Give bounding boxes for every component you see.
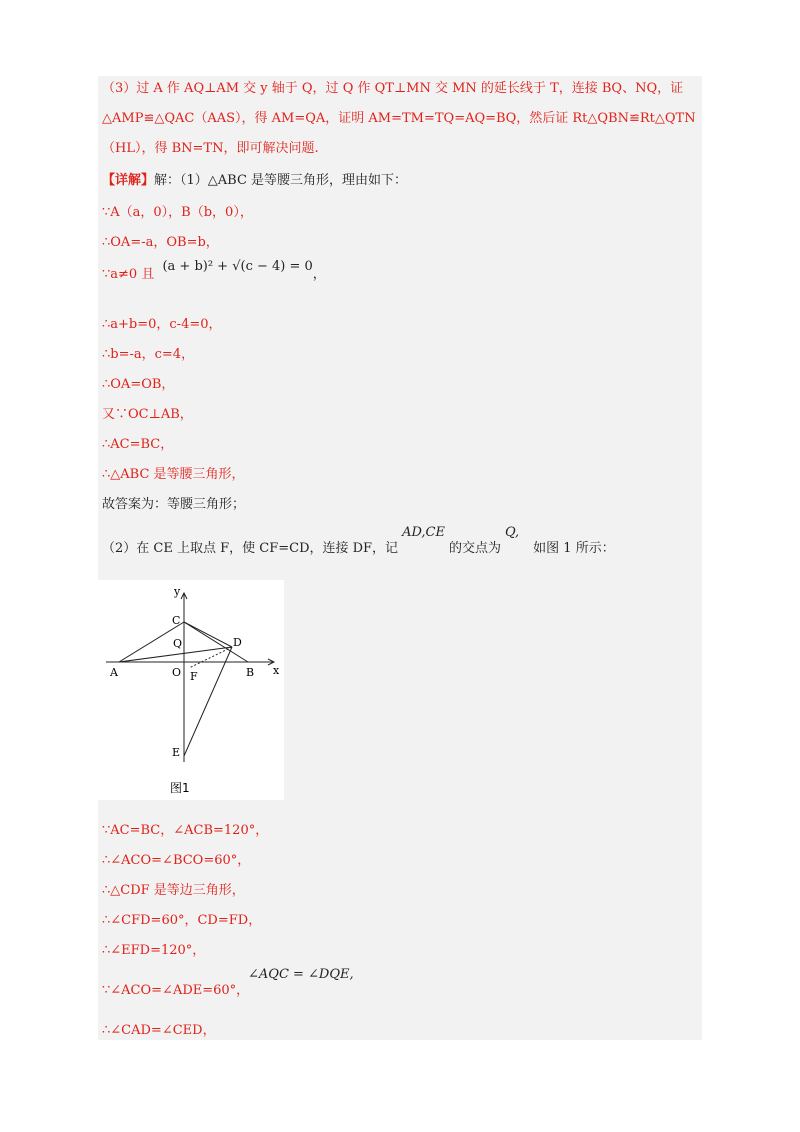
label-x: x — [273, 664, 280, 677]
label-f: F — [190, 670, 198, 683]
proof-s7: ∴∠CAD=∠CED， — [102, 1023, 216, 1038]
label-e: E — [172, 746, 181, 759]
step-8: ∴△ABC 是等腰三角形， — [102, 467, 245, 482]
part3-line3: （HL），得 BN=TN，即可解决问题. — [102, 141, 319, 156]
label-d: D — [233, 636, 242, 649]
step-6: 又∵OC⊥AB， — [102, 407, 193, 422]
figure-caption: 图1 — [170, 781, 190, 795]
part2-expr2: Q, — [505, 525, 520, 540]
label-y: y — [174, 585, 181, 598]
label-b: B — [246, 666, 255, 679]
proof-s6: ∵∠ACO=∠ADE=60°， — [102, 983, 250, 998]
step-4: ∴b=-a，c=4， — [102, 347, 195, 362]
part2-line — [102, 525, 615, 558]
proof-s4: ∴∠CFD=60°，CD=FD， — [102, 913, 262, 928]
step-1: ∵A（a，0），B（b，0）， — [102, 205, 253, 220]
proof-s3: ∴△CDF 是等边三角形， — [102, 883, 245, 898]
condition-suffix: ， — [312, 267, 326, 282]
condition-prefix: ∵a≠0 且 — [102, 267, 155, 282]
part2-text-c: 如图 1 所示： — [533, 541, 615, 556]
part2-text-a: （2）在 CE 上取点 F，使 CF=CD，连接 DF，记 — [102, 541, 399, 556]
proof-s5: ∴∠EFD=120°， — [102, 943, 206, 958]
label-c: C — [172, 614, 181, 627]
detail-bracket-label: 【详解】 — [102, 173, 155, 188]
label-a: A — [110, 666, 118, 679]
label-o: O — [172, 666, 182, 679]
part3-line1: （3）过 A 作 AQ⊥AM 交 y 轴于 Q，过 Q 作 QT⊥MN 交 MN 的延长线于 T，连接 BQ、NQ，证 — [102, 81, 684, 96]
detail-intro: 解：（1）△ABC 是等腰三角形，理由如下： — [154, 173, 408, 188]
condition-formula: (a + b)² + √(c − 4) = 0 — [162, 259, 313, 274]
condition-line — [102, 259, 326, 288]
figure-1 — [98, 580, 284, 800]
segment-cd — [184, 622, 232, 647]
step-2: ∴OA=-a，OB=b， — [102, 235, 219, 250]
detail-heading — [102, 172, 407, 190]
label-q: Q — [173, 637, 183, 650]
part3-line2: △AMP≌△QAC（AAS），得 AM=QA，证明 AM=TM=TQ=AQ=BQ，然后证 Rt△QBN≌Rt△QTN — [102, 111, 696, 126]
proof-s2: ∴∠ACO=∠BCO=60°， — [102, 853, 251, 868]
step-5: ∴OA=OB， — [102, 377, 175, 392]
proof-s1: ∵AC=BC，∠ACB=120°， — [102, 823, 269, 838]
part2-expr1: AD,CE — [402, 525, 445, 540]
step-9: 故答案为：等腰三角形； — [102, 497, 246, 512]
proof-expr3: ∠AQC = ∠DQE, — [248, 967, 354, 982]
segment-de — [184, 647, 232, 756]
part2-text-b: 的交点为 — [448, 541, 501, 556]
figure-1-diagram — [98, 580, 284, 800]
step-7: ∴AC=BC， — [102, 437, 174, 452]
step-3: ∴a+b=0，c-4=0， — [102, 317, 222, 332]
